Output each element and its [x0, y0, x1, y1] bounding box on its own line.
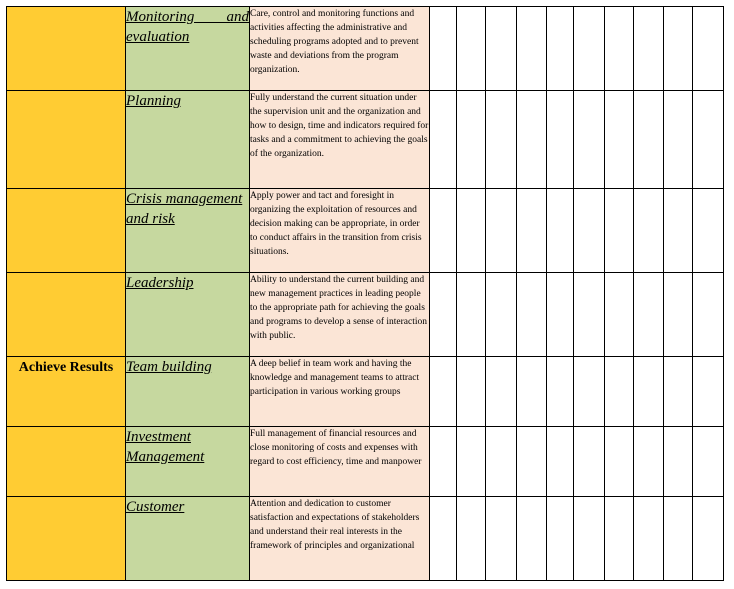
rating-cell[interactable]	[693, 273, 724, 357]
competency-name: Planning	[126, 93, 181, 109]
rating-cell[interactable]	[517, 427, 547, 497]
rating-cell[interactable]	[634, 357, 664, 427]
rating-cell[interactable]	[486, 7, 517, 91]
rating-cell[interactable]	[517, 7, 547, 91]
description-cell: Fully understand the current situation under the supervision unit and the organization and how to design, time and indicators required for tasks and a commitment to achieving the goals of the organization.	[250, 91, 430, 189]
table-row	[7, 273, 724, 357]
rating-cell[interactable]	[547, 7, 574, 91]
rating-cell[interactable]	[605, 91, 634, 189]
rating-cell[interactable]	[547, 357, 574, 427]
competency-table	[6, 6, 724, 581]
rating-cell[interactable]	[517, 357, 547, 427]
table-body	[7, 7, 724, 581]
table-row	[7, 7, 724, 91]
description-cell: Full management of financial resources and close monitoring of costs and expenses with regard to cost efficiency, time and manpower	[250, 427, 430, 497]
category-label: Achieve Results	[18, 360, 114, 375]
competency-cell	[126, 497, 250, 581]
rating-cell[interactable]	[430, 7, 457, 91]
category-cell	[7, 7, 126, 91]
rating-cell[interactable]	[517, 273, 547, 357]
rating-cell[interactable]	[664, 189, 693, 273]
rating-cell[interactable]	[457, 91, 486, 189]
rating-cell[interactable]	[457, 427, 486, 497]
rating-cell[interactable]	[486, 357, 517, 427]
rating-cell[interactable]	[634, 273, 664, 357]
rating-cell[interactable]	[693, 357, 724, 427]
rating-cell[interactable]	[634, 497, 664, 581]
rating-cell[interactable]	[574, 497, 605, 581]
table-row	[7, 427, 724, 497]
table-row	[7, 91, 724, 189]
rating-cell[interactable]	[693, 189, 724, 273]
competency-name: Investment Management	[126, 429, 205, 465]
category-cell	[7, 357, 126, 427]
table-row	[7, 189, 724, 273]
rating-cell[interactable]	[486, 497, 517, 581]
rating-cell[interactable]	[605, 7, 634, 91]
rating-cell[interactable]	[430, 91, 457, 189]
rating-cell[interactable]	[517, 497, 547, 581]
rating-cell[interactable]	[574, 189, 605, 273]
rating-cell[interactable]	[664, 91, 693, 189]
rating-cell[interactable]	[547, 427, 574, 497]
category-cell	[7, 497, 126, 581]
competency-name: Customer	[126, 499, 185, 515]
rating-cell[interactable]	[574, 427, 605, 497]
rating-cell[interactable]	[486, 273, 517, 357]
rating-cell[interactable]	[457, 189, 486, 273]
rating-cell[interactable]	[634, 427, 664, 497]
rating-cell[interactable]	[486, 91, 517, 189]
rating-cell[interactable]	[605, 189, 634, 273]
rating-cell[interactable]	[574, 7, 605, 91]
rating-cell[interactable]	[634, 91, 664, 189]
description-cell: Attention and dedication to customer satisfaction and expectations of stakeholders and understand their real interests in the framework of principles and organizational	[250, 497, 430, 581]
rating-cell[interactable]	[664, 427, 693, 497]
category-cell	[7, 189, 126, 273]
rating-cell[interactable]	[547, 91, 574, 189]
rating-cell[interactable]	[430, 427, 457, 497]
rating-cell[interactable]	[693, 7, 724, 91]
rating-cell[interactable]	[605, 497, 634, 581]
table-row	[7, 357, 724, 427]
rating-cell[interactable]	[486, 427, 517, 497]
rating-cell[interactable]	[693, 91, 724, 189]
competency-cell	[126, 189, 250, 273]
rating-cell[interactable]	[574, 91, 605, 189]
rating-cell[interactable]	[486, 189, 517, 273]
competency-cell	[126, 91, 250, 189]
rating-cell[interactable]	[664, 497, 693, 581]
rating-cell[interactable]	[547, 273, 574, 357]
competency-name: Crisis management and risk	[126, 191, 243, 227]
description-cell: Care, control and monitoring functions and activities affecting the administrative and scheduling programs adopted and to prevent waste and deviations from the program organization.	[250, 7, 430, 91]
rating-cell[interactable]	[517, 91, 547, 189]
rating-cell[interactable]	[605, 357, 634, 427]
rating-cell[interactable]	[430, 273, 457, 357]
category-cell	[7, 427, 126, 497]
competency-name: Monitoring and evaluation	[126, 9, 249, 45]
rating-cell[interactable]	[547, 189, 574, 273]
rating-cell[interactable]	[634, 7, 664, 91]
rating-cell[interactable]	[457, 273, 486, 357]
table-row	[7, 497, 724, 581]
rating-cell[interactable]	[457, 357, 486, 427]
rating-cell[interactable]	[430, 497, 457, 581]
competency-cell	[126, 357, 250, 427]
description-cell: Apply power and tact and foresight in organizing the exploitation of resources and decision making can be appropriate, in order to conduct affairs in the transition from crisis situations.	[250, 189, 430, 273]
competency-cell	[126, 427, 250, 497]
rating-cell[interactable]	[634, 189, 664, 273]
rating-cell[interactable]	[574, 273, 605, 357]
rating-cell[interactable]	[693, 427, 724, 497]
rating-cell[interactable]	[430, 357, 457, 427]
description-cell: A deep belief in team work and having the knowledge and management teams to attract participation in various working groups	[250, 357, 430, 427]
rating-cell[interactable]	[457, 7, 486, 91]
competency-cell	[126, 7, 250, 91]
rating-cell[interactable]	[605, 273, 634, 357]
competency-name: Team building	[126, 359, 212, 375]
competency-name: Leadership	[126, 275, 194, 291]
rating-cell[interactable]	[693, 497, 724, 581]
rating-cell[interactable]	[430, 189, 457, 273]
rating-cell[interactable]	[664, 7, 693, 91]
category-cell	[7, 273, 126, 357]
category-cell	[7, 91, 126, 189]
description-cell: Ability to understand the current building and new management practices in leading people to the appropriate path for achieving the goals and programs to develop a sense of interaction with public.	[250, 273, 430, 357]
rating-cell[interactable]	[664, 273, 693, 357]
rating-cell[interactable]	[664, 357, 693, 427]
rating-cell[interactable]	[547, 497, 574, 581]
rating-cell[interactable]	[605, 427, 634, 497]
rating-cell[interactable]	[574, 357, 605, 427]
rating-cell[interactable]	[457, 497, 486, 581]
competency-cell	[126, 273, 250, 357]
rating-cell[interactable]	[517, 189, 547, 273]
